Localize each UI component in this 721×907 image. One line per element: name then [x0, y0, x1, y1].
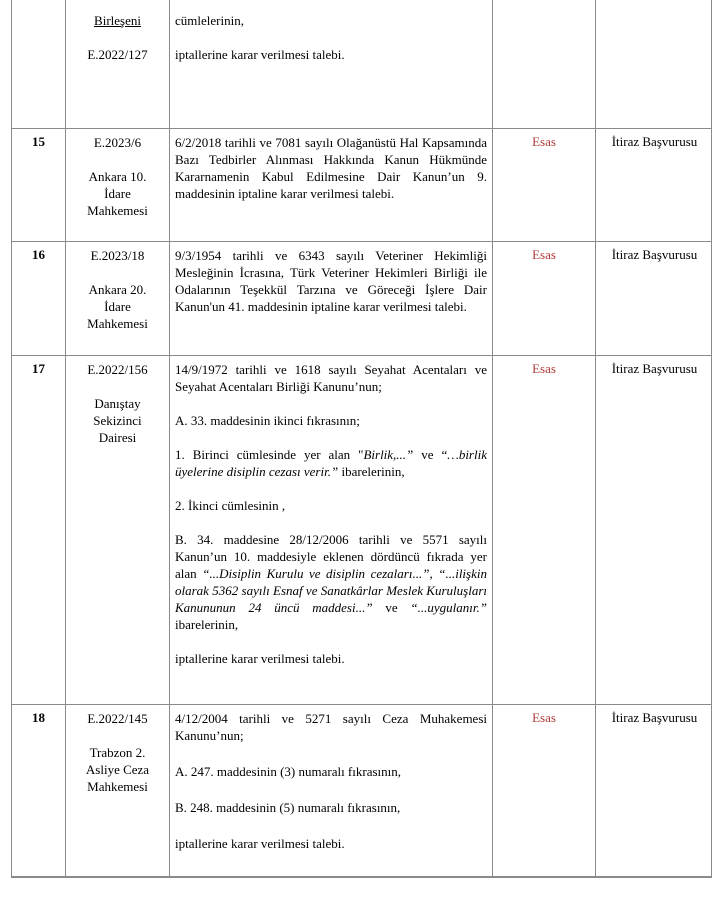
cases-table: [11, 0, 712, 877]
court-name: Danıştay: [94, 396, 141, 411]
court-name: Ankara 10.: [88, 169, 147, 184]
subject-clause-a: A. 33. maddesinin ikinci fıkrasının;: [175, 413, 360, 428]
subject-intro: 4/12/2004 tarihli ve 5271 sayılı Ceza Muhakemesi Kanunu’nun;: [175, 711, 487, 743]
court-name: Trabzon 2.: [89, 745, 146, 760]
row-number: 15: [32, 134, 45, 149]
court-name: Sekizinci: [93, 413, 142, 428]
row-number: 18: [32, 710, 45, 725]
status-cell: [493, 0, 596, 128]
case-number: E.2022/145: [87, 711, 148, 726]
court-name-fragment: Birleşeni: [94, 13, 141, 28]
row-number: 17: [32, 361, 45, 376]
subject-text: iptallerine karar verilmesi talebi.: [175, 47, 345, 62]
subject-intro: 14/9/1972 tarihli ve 1618 sayılı Seyahat Acentaları ve Seyahat Acentaları Birliği Kanunu’nun;: [175, 362, 487, 394]
case-number: E.2023/18: [90, 248, 145, 263]
subject-text: 9/3/1954 tarihli ve 6343 sayılı Veteriner Hekimliği Mesleğinin İcrasına, Türk Veteriner Hekimleri Birliği ile Odalarının Teşekkül Tarzına ve Göreceği İşlere Dair Kanun'un 41. maddesinin iptaline karar verilmesi talebi.: [175, 248, 487, 314]
application-type: İtiraz Başvurusu: [611, 134, 698, 149]
subject-clause-1: 1. Birinci cümlesinde yer alan "Birlik,...” ve “…birlik üyelerine disiplin cezası verir.” ibarelerinin,: [175, 447, 487, 479]
status-label: Esas: [532, 247, 556, 262]
subject-clause-b: B. 34. maddesine 28/12/2006 tarihli ve 5571 sayılı Kanun’un 10. maddesiyle eklenen dördüncü fıkrada yer alan “...Disiplin Kurulu ve disiplin cezaları...”, “...ilişkin olarak 5362 sayılı Esnaf ve Sanatkârlar Meslek Kuruluşları Kanununun 24 üncü maddesi...” ve “...uygulanır.” ibarelerinin,: [175, 532, 487, 632]
row-divider: [11, 128, 712, 129]
court-name: Mahkemesi: [87, 779, 148, 794]
row-divider: [11, 241, 712, 242]
subject-text: 6/2/2018 tarihli ve 7081 sayılı Olağanüstü Hal Kapsamında Bazı Tedbirler Alınması Hakkında Kanun Hükmünde Kararnamenin Kabul Edilmesine Dair Kanun’un 9. maddesinin iptaline karar verilmesi talebi.: [175, 135, 487, 201]
case-number: E.2022/127: [87, 47, 148, 62]
type-cell: [596, 0, 713, 128]
court-name: Asliye Ceza: [85, 762, 150, 777]
case-number: E.2022/156: [87, 362, 148, 377]
subject-clause-b: B. 248. maddesinin (5) numaralı fıkrasının,: [175, 800, 401, 815]
row-divider: [11, 704, 712, 705]
case-number: E.2023/6: [93, 135, 142, 150]
table-row: [11, 704, 712, 877]
table-row-continued: [11, 0, 712, 128]
row-number-cell: [12, 0, 66, 128]
court-name: İdare: [104, 186, 131, 201]
court-name: Mahkemesi: [87, 316, 148, 331]
row-divider: [11, 355, 712, 356]
table-bottom-border: [11, 876, 712, 878]
court-name: Ankara 20.: [88, 282, 147, 297]
subject-text: cümlelerinin,: [175, 13, 244, 28]
subject-cell: [170, 0, 493, 128]
subject-clause-2: 2. İkinci cümlesinin ,: [175, 498, 286, 513]
case-cell: [66, 0, 170, 128]
status-label: Esas: [532, 710, 556, 725]
subject-conclusion: iptallerine karar verilmesi talebi.: [175, 836, 345, 851]
table-row: [11, 355, 712, 704]
status-label: Esas: [532, 134, 556, 149]
court-name: İdare: [104, 299, 131, 314]
court-name: Dairesi: [98, 430, 137, 445]
application-type: İtiraz Başvurusu: [611, 710, 698, 725]
subject-clause-a: A. 247. maddesinin (3) numaralı fıkrasının,: [175, 764, 402, 779]
application-type: İtiraz Başvurusu: [611, 247, 698, 262]
table-row: [11, 128, 712, 241]
table-row: [11, 241, 712, 355]
row-number: 16: [32, 247, 45, 262]
application-type: İtiraz Başvurusu: [611, 361, 698, 376]
subject-conclusion: iptallerine karar verilmesi talebi.: [175, 651, 345, 666]
status-label: Esas: [532, 361, 556, 376]
court-name: Mahkemesi: [87, 203, 148, 218]
